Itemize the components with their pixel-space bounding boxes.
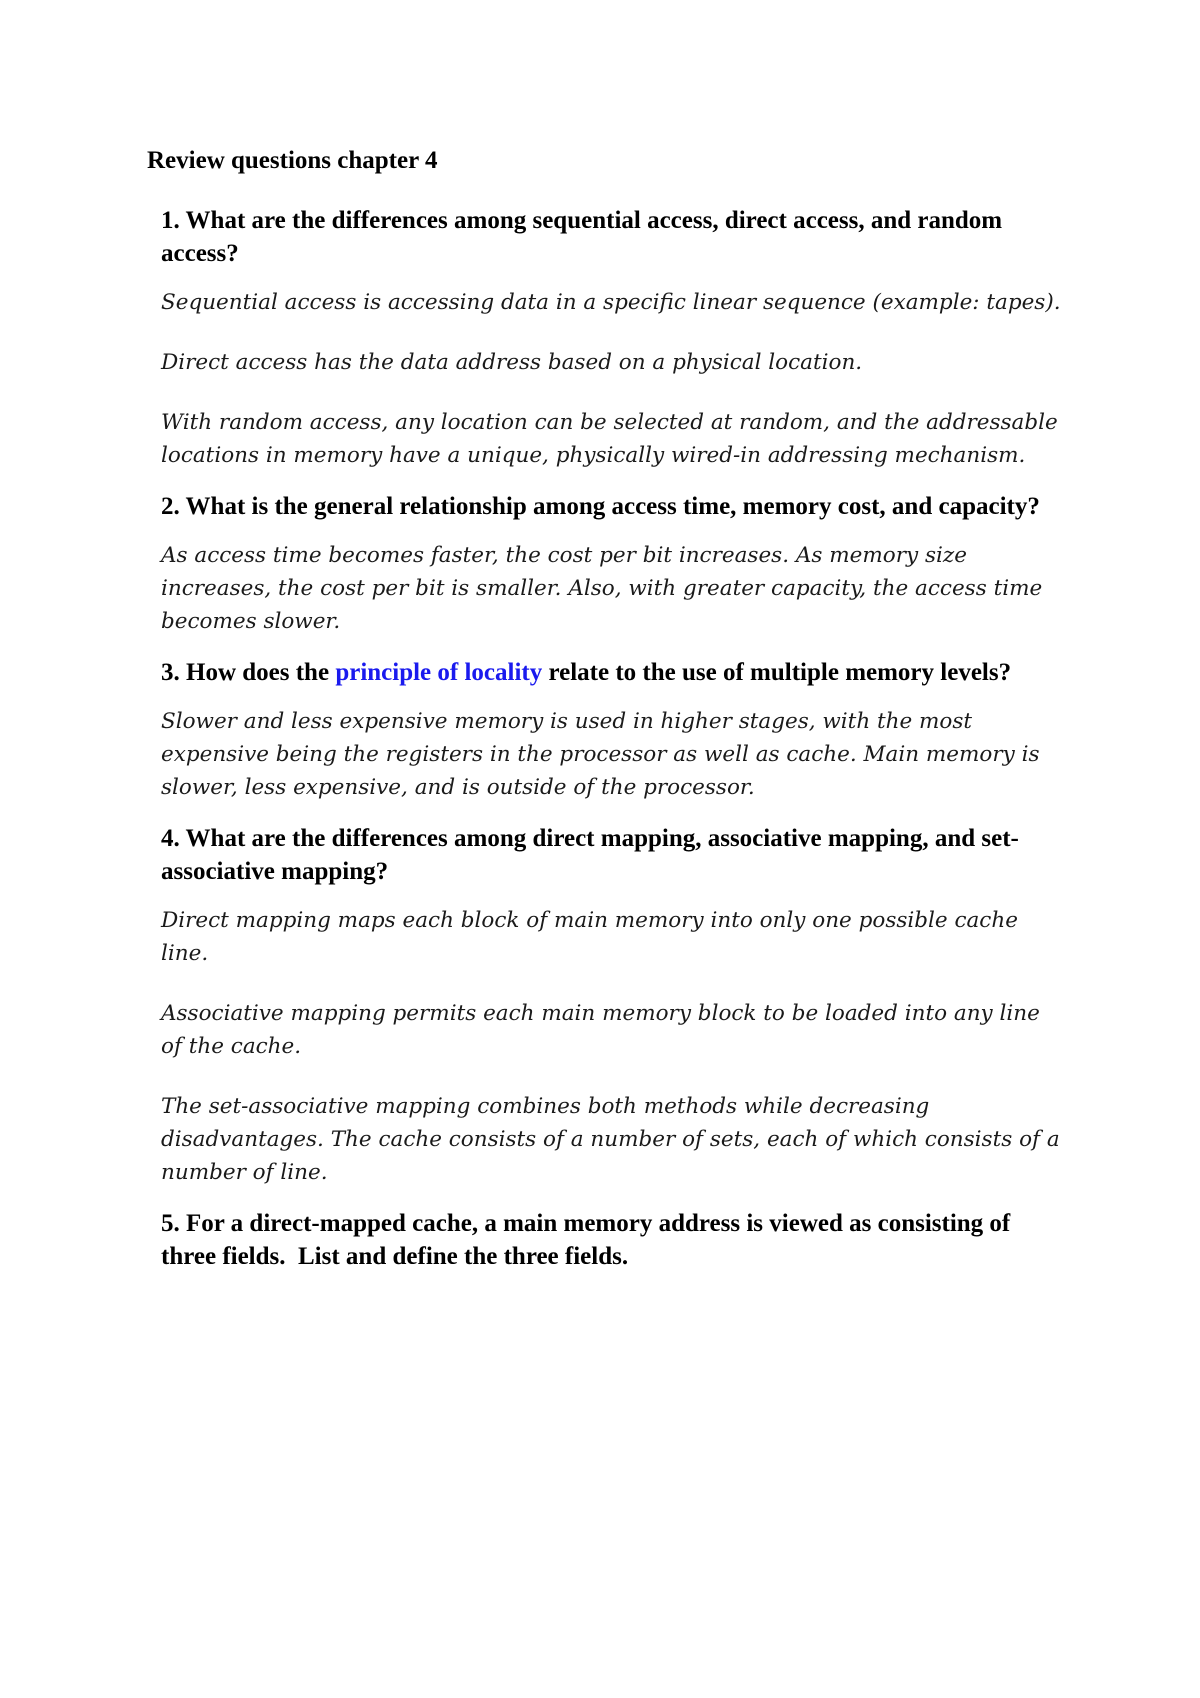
answer-4-associative-mapping: Associative mapping permits each main memory block to be loaded into any line of the cache. (161, 1001, 1040, 1059)
document-content (161, 204, 1061, 1273)
answer-1-sequential: Sequential access is accessing data in a specific linear sequence (example: tapes). (161, 290, 1061, 315)
answer-4-set-associative-mapping: The set-associative mapping combines both methods while decreasing disadvantages. The cache consists of a number of sets, each of which consists of a number of line. (161, 1094, 1060, 1185)
question-2: 2. What is the general relationship among access time, memory cost, and capacity? (161, 493, 1040, 520)
question-5: 5. For a direct-mapped cache, a main memory address is viewed as consisting of three fields. List and define the three fields. (161, 1210, 1017, 1270)
answer-1-direct: Direct access has the data address based on a physical location. (161, 350, 863, 375)
question-4: 4. What are the differences among direct mapping, associative mapping, and set-associative mapping? (161, 825, 1019, 885)
question-1: 1. What are the differences among sequential access, direct access, and random access? (161, 207, 1003, 267)
answer-3: Slower and less expensive memory is used in higher stages, with the most expensive being the registers in the processor as well as cache. Main memory is slower, less expensive, and is outside of the processor. (161, 709, 1040, 800)
answer-1-random: With random access, any location can be selected at random, and the addressable locations in memory have a unique, physically wired-in addressing mechanism. (161, 410, 1058, 468)
principle-of-locality-link[interactable]: principle of locality (335, 659, 543, 686)
question-3-text-after: relate to the use of multiple memory levels? (542, 659, 1012, 686)
answer-2: As access time becomes faster, the cost per bit increases. As memory size increases, the cost per bit is smaller. Also, with greater capacity, the access time becomes slower. (161, 543, 1043, 634)
question-3-text-before: 3. How does the (161, 659, 336, 686)
answer-4-direct-mapping: Direct mapping maps each block of main memory into only one possible cache line. (161, 908, 1018, 966)
page-title: Review questions chapter 4 (147, 147, 438, 174)
question-3 (161, 656, 1061, 689)
